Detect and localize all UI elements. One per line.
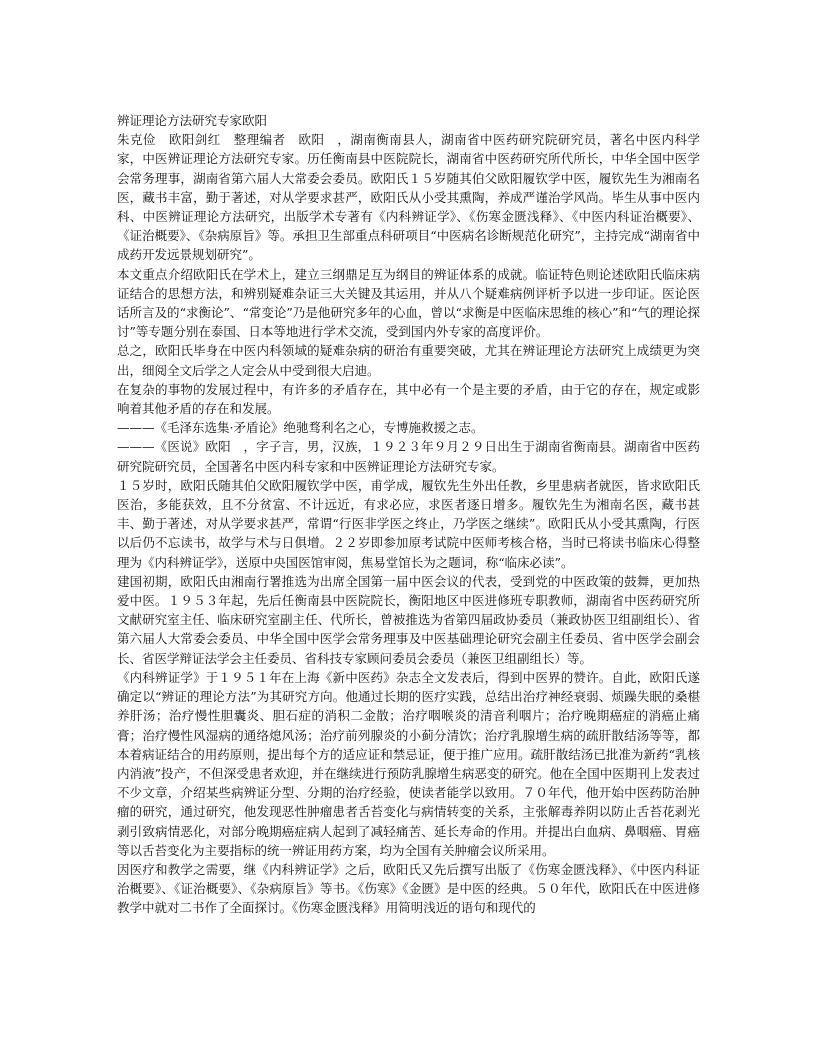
paragraph-quote-source-mao: ———《毛泽东选集·矛盾论》绝驰骛利名之心，专博施救援之志。: [117, 420, 484, 436]
paragraph-publications: 因医疗和教学之需要，继《内科辨证学》之后，欧阳氏又先后撰写出版了《伤寒金匮浅释》、《中医内科证治概要》、《证治概要》、《杂病原旨》等书。《伤寒》《金匮》是中医的经典。５０年代，欧阳氏在中医进修教学中就对二书作了全面探讨。《伤寒金匮浅释》用简明浅近的语句和现代的: [117, 861, 700, 916]
paragraph-focus: 本文重点介绍欧阳氏在学术上，建立三纲鼎足互为纲目的辨证体系的成就。临证特色则论述欧阳氏临床病证结合的思想方法，和辨别疑难杂证三大关键及其运用，并从八个疑难病例评析予以进一步印证。医论医话所言及的“求衡论”、“常变论”乃是他研究多年的心血，曾以“求衡是中医临床思维的核心”和“气的理论探讨”等专题分别在泰国、日本等地进行学术交流，受到国内外专家的高度评价。: [117, 266, 700, 340]
paragraph-career: 建国初期，欧阳氏由湘南行署推选为出席全国第一届中医会议的代表，受到党的中医政策的鼓舞，更加热爱中医。１９５３年起，先后任衡南县中医院院长，衡阳地区中医进修班专职教师，湖南省中医药研究所文献研究室主任、临床研究室副主任、代所长，曾被推选为省第四届政协委员（兼政协医卫组副组长）、省第六届人大常委会委员、中华全国中医学会常务理事及中医基础理论研究会副主任委员、省中医学会副会长、省医学辩证法学会主任委员、省科技专家顾问委员会委员（兼医卫组副组长）等。: [117, 573, 700, 666]
paragraph-intro: 朱克俭 欧阳剑红 整理编者 欧阳 ，湖南衡南县人，湖南省中医药研究院研究员，著名中医内科学家，中医辨证理论方法研究专家。历任衡南县中医院院长，湖南省中医药研究所代所长，中华全国中医学会常务理事，湖南省第六届人大常委会委员。欧阳氏１５岁随其伯父欧阳履钦学中医，履钦先生为湘南名医，藏书丰富，勤于著述，对从学要求甚严，欧阳氏从小受其熏陶，养成严谨治学风尚。毕生从事中医内科、中医辨证理论方法研究，出版学术专著有《内科辨证学》、《伤寒金匮浅释》、《中医内科证治概要》、《证治概要》、《杂病原旨》等。承担卫生部重点科研项目“中医病名诊断规范化研究”，主持完成“湖南省中成药开发远景规划研究”。: [117, 132, 700, 263]
document-title: 辨证理论方法研究专家欧阳: [117, 113, 268, 128]
paragraph-summary: 总之，欧阳氏毕身在中医内科领域的疑难杂病的研治有重要突破，尤其在辨证理论方法研究上成绩更为突出，细阅全文后学之人定会从中受到很大启迪。: [117, 343, 700, 378]
paragraph-biography: ———《医说》欧阳 ，字子言，男，汉族，１９２３年９月２９日出生于湖南省衡南县。湖南省中医药研究院研究员，全国著名中医内科专家和中医辨证理论方法研究专家。: [117, 439, 700, 474]
paragraph-research: 《内科辨证学》于１９５１年在上海《新中医药》杂志全文发表后，得到中医界的赞许。自此，欧阳氏遂确定以“辨证的理论方法”为其研究方向。他通过长期的医疗实践，总结出治疗神经衰弱、烦躁失眠的桑椹养肝汤；治疗慢性胆囊炎、胆石症的消积二金散；治疗咽喉炎的清音利咽片；治疗晚期癌症的消癌止痛膏；治疗慢性风湿病的通络熄风汤；治疗前列腺炎的小蓟分清饮；治疗乳腺增生病的疏肝散结汤等等，都本着病证结合的用药原则，提出每个方的适应证和禁忌证，便于推广应用。疏肝散结汤已批准为新药“乳核内消液”投产，不但深受患者欢迎，并在继续进行预防乳腺增生病恶变的研究。他在全国中医期刊上发表过不少文章，介绍某些病辨证分型、分期的治疗经验，使读者能学以致用。７０年代，他开始中医药防治肿瘤的研究，通过研究，他发现恶性肿瘤患者舌苔变化与病情转变的关系，主张解毒养阴以防止舌苔花剥光剥引致病情恶化，对部分晚期癌症病人起到了减轻痛苦、延长寿命的作用。并提出白血病、鼻咽癌、胃癌等以舌苔变化为主要指标的统一辨证用药方案，均为全国有关肿瘤会议所采用。: [117, 669, 700, 858]
paragraph-early-study: １５岁时，欧阳氏随其伯父欧阳履钦学中医，甫学成，履钦先生外出任教，乡里患病者就医，皆求欧阳氏医治，多能获效，且不分贫富、不计远近，有求必应，求医者逐日增多。履钦先生为湘南名医，藏书甚丰、勤于著述，对从学要求甚严，常谓“行医非学医之终止，乃学医之继续”。欧阳氏从小受其熏陶，行医以后仍不忘读书，故学与术与日俱增。２２岁即参加原考试院中医师考核合格，当时已将读书临床心得整理为《内科辨证学》，送原中央国医馆审阅，焦易堂馆长为之题词，称“临床必读”。: [117, 477, 700, 570]
document-page: [117, 111, 700, 918]
paragraph-quote-contradiction: 在复杂的事物的发展过程中，有许多的矛盾存在，其中必有一个是主要的矛盾，由于它的存在，规定或影响着其他矛盾的存在和发展。: [117, 381, 700, 417]
